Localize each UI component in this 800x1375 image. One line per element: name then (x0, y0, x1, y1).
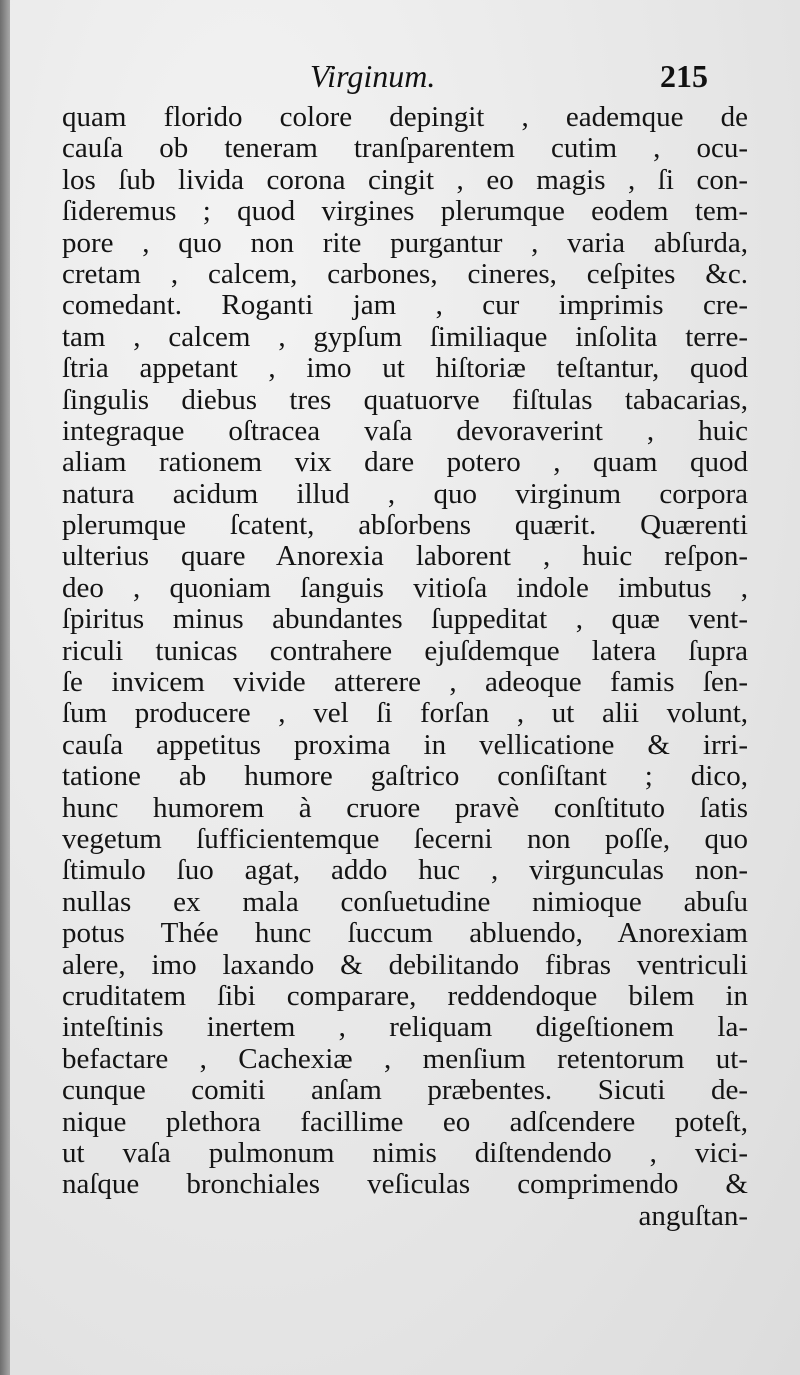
text-line: nullas ex mala conſuetudine nimioque abuſu (62, 886, 748, 918)
text-line: plerumque ſcatent, abſorbens quærit. Quærenti (62, 510, 748, 542)
text-line: nique plethora facillime eo adſcendere poteſt, (62, 1106, 748, 1138)
catchword: anguſtan- (638, 1200, 748, 1232)
text-line: deo , quoniam ſanguis vitioſa indole imbutus , (62, 572, 748, 604)
text-line: ſum producere , vel ſi forſan , ut alii volunt, (62, 698, 748, 730)
text-line: tam , calcem , gypſum ſimiliaque inſolita terre- (62, 321, 748, 353)
text-line: tatione ab humore gaſtrico conſiſtant ; dico, (62, 761, 748, 793)
text-line: ſtimulo ſuo agat, addo huc , virgunculas non- (62, 855, 748, 887)
page-number: 215 (660, 58, 708, 94)
text-line: hunc humorem à cruore pravè conſtituto ſatis (62, 792, 748, 824)
text-line: inteſtinis inertem , reliquam digeſtionem la- (62, 1012, 748, 1044)
text-line: cauſa appetitus proxima in vellicatione & irri- (62, 729, 748, 761)
text-line: cunque comiti anſam præbentes. Sicuti de- (62, 1075, 748, 1107)
page-header (10, 58, 800, 102)
text-line: los ſub livida corona cingit , eo magis , ſi con- (62, 164, 748, 196)
text-line: ſpiritus minus abundantes ſuppeditat , quæ vent- (62, 604, 748, 636)
text-line: potus Thée hunc ſuccum abluendo, Anorexiam (62, 918, 748, 950)
page-gutter-shadow (0, 0, 10, 1375)
text-line: integraque oſtracea vaſa devoraverint , huic (62, 415, 748, 447)
text-line: quam florido colore depingit , eademque de (62, 102, 748, 133)
text-line: cruditatem ſibi comparare, reddendoque bilem in (62, 980, 748, 1012)
text-line: naſque bronchiales veſiculas comprimendo & (62, 1169, 748, 1201)
text-line: ulterius quare Anorexia laborent , huic reſpon- (62, 541, 748, 573)
text-line: cauſa ob teneram tranſparentem cutim , ocu- (62, 133, 748, 165)
book-page (10, 0, 800, 1375)
text-line: ſe invicem vivide atterere , adeoque famis ſen- (62, 667, 748, 699)
body-text (62, 102, 748, 1232)
text-line: cretam , calcem, carbones, cineres, ceſpites &c. (62, 258, 748, 290)
text-line: alere, imo laxando & debilitando fibras ventriculi (62, 949, 748, 981)
text-line: riculi tunicas contrahere ejuſdemque latera ſupra (62, 635, 748, 667)
running-title: Virginum. (310, 58, 436, 94)
text-line: ut vaſa pulmonum nimis diſtendendo , vici- (62, 1137, 748, 1169)
text-line: pore , quo non rite purgantur , varia abſurda, (62, 227, 748, 259)
text-line: natura acidum illud , quo virginum corpora (62, 478, 748, 510)
text-line: comedant. Roganti jam , cur imprimis cre- (62, 290, 748, 322)
text-line: ſideremus ; quod virgines plerumque eodem tem- (62, 196, 748, 228)
text-line: ſtria appetant , imo ut hiſtoriæ teſtantur, quod (62, 353, 748, 385)
text-line: aliam rationem vix dare potero , quam quod (62, 447, 748, 479)
text-line: befactare , Cachexiæ , menſium retentorum ut- (62, 1043, 748, 1075)
text-line: ſingulis diebus tres quatuorve fiſtulas tabacarias, (62, 384, 748, 416)
text-line: vegetum ſufficientemque ſecerni non poſſe, quo (62, 823, 748, 855)
